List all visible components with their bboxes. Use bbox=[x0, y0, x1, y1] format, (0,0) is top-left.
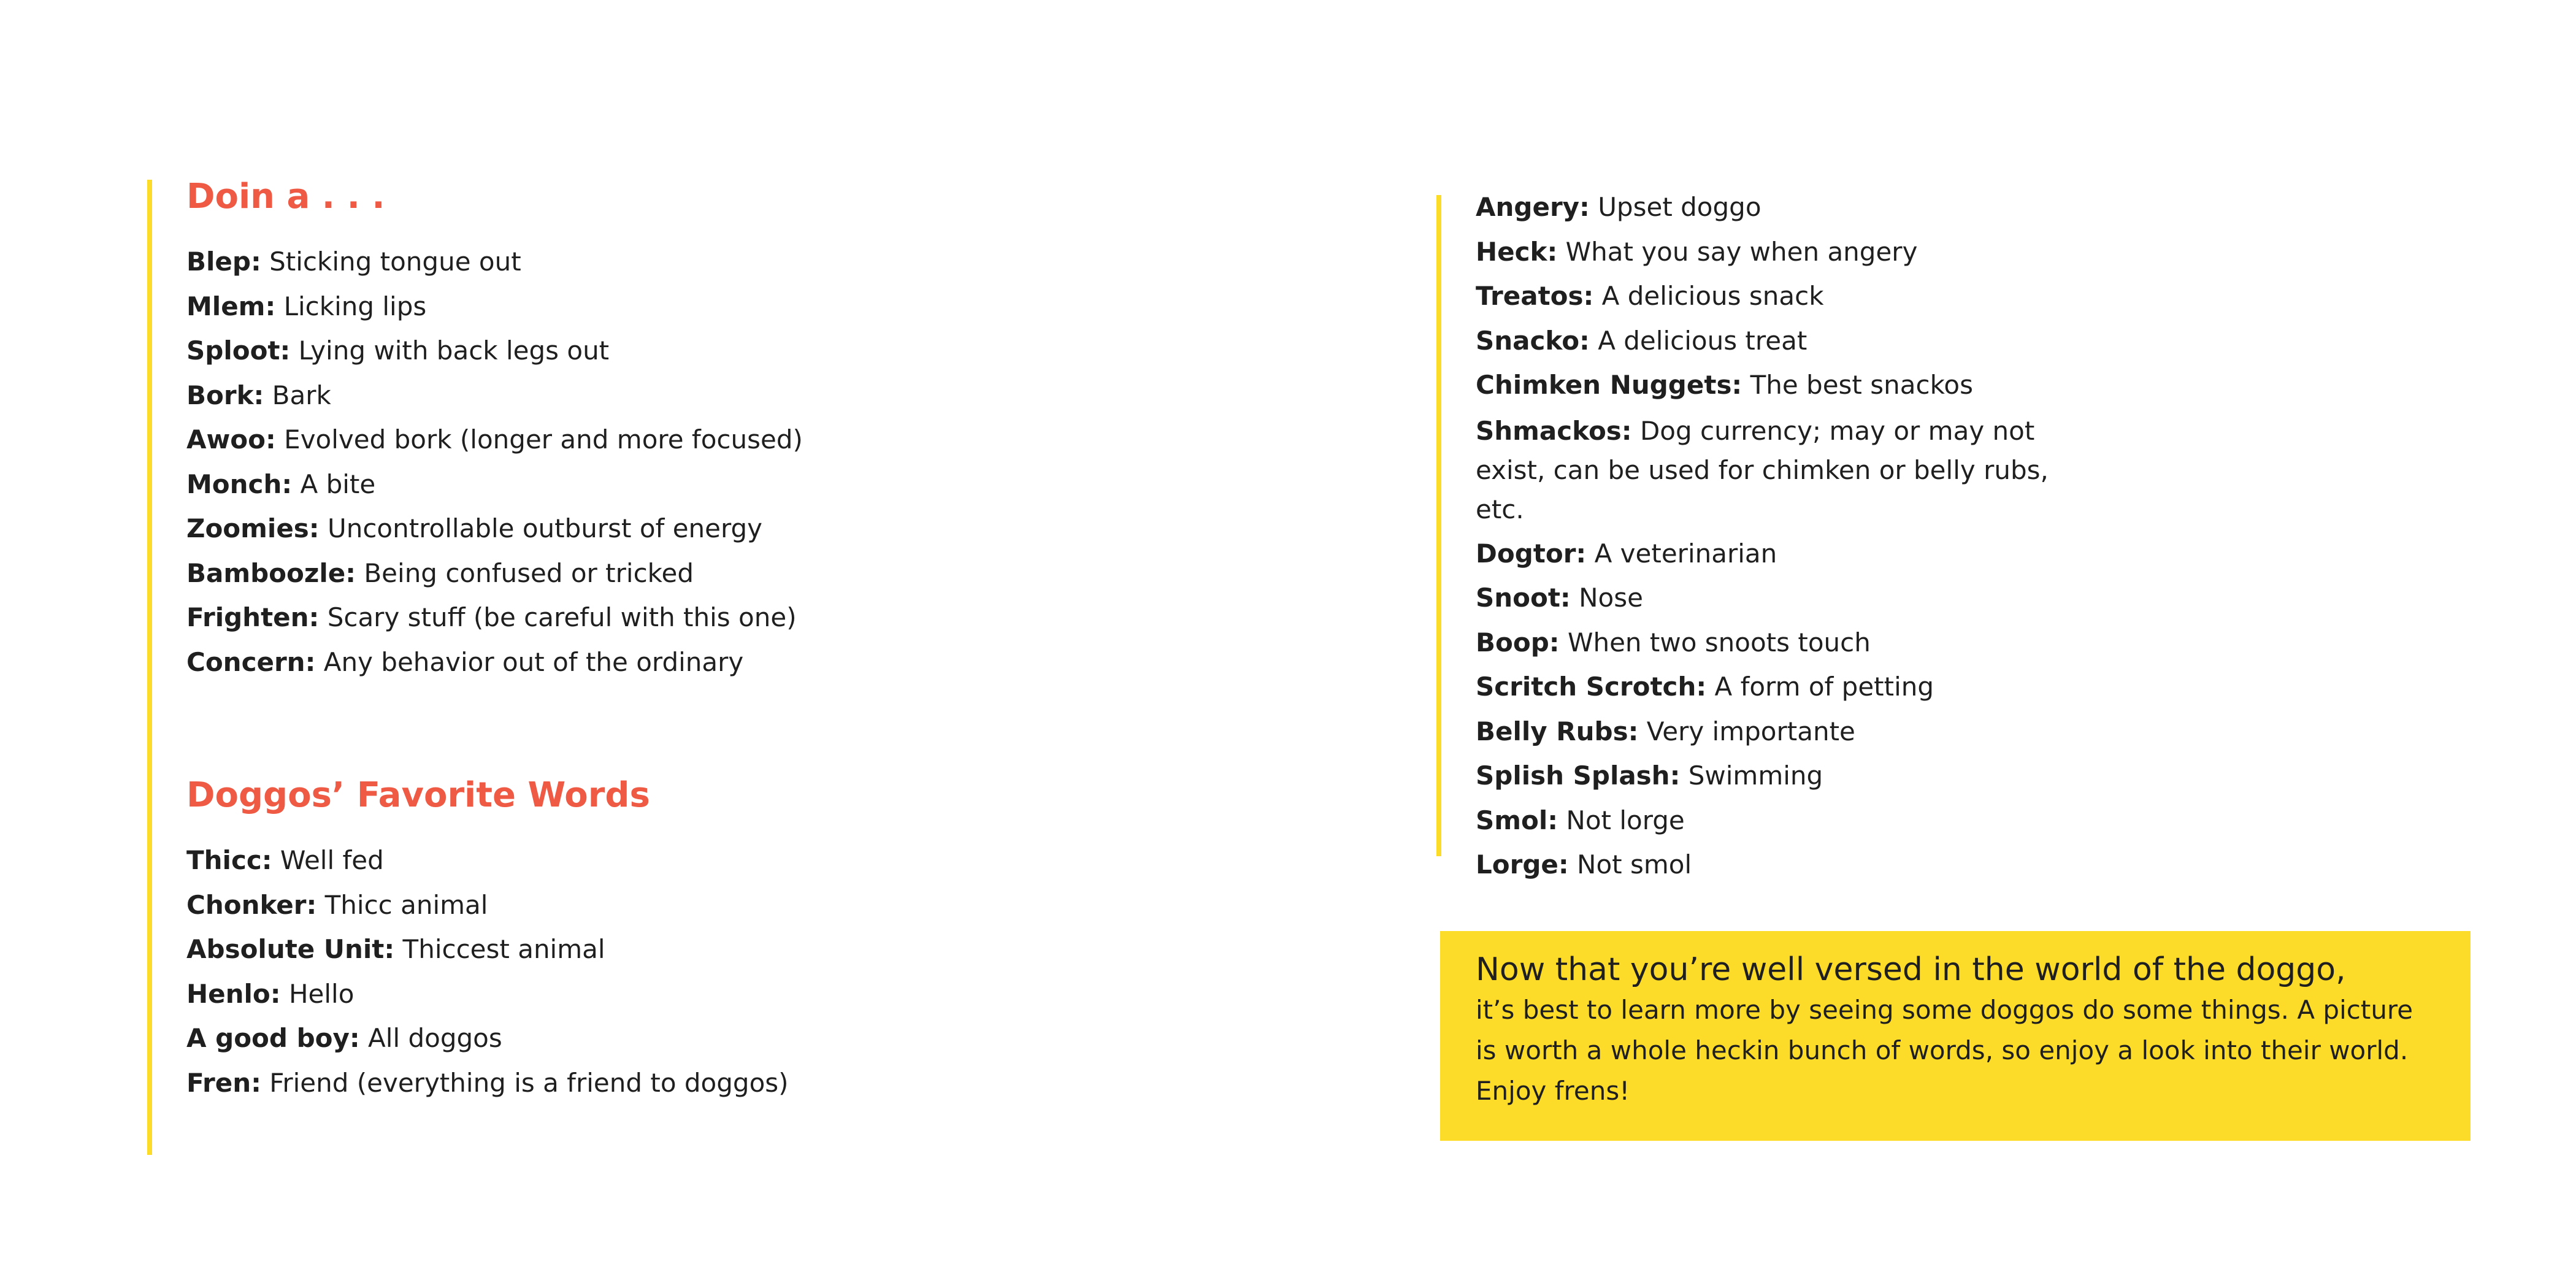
glossary-entry bbox=[186, 374, 803, 418]
glossary-definition: Swimming bbox=[1680, 761, 1823, 791]
glossary-definition: Upset doggo bbox=[1589, 192, 1761, 222]
glossary-term: Smol: bbox=[1476, 805, 1558, 835]
favorite-words-title: Doggos’ Favorite Words bbox=[186, 775, 650, 815]
glossary-entry bbox=[186, 596, 803, 640]
glossary-term: Treatos: bbox=[1476, 281, 1594, 311]
glossary-entry bbox=[186, 507, 803, 551]
glossary-term: Splish Splash: bbox=[1476, 761, 1681, 791]
glossary-term: Chonker: bbox=[186, 889, 317, 920]
glossary-definition: Uncontrollable outburst of energy bbox=[319, 513, 763, 543]
favorite-words-list bbox=[186, 838, 789, 1105]
right-glossary-list bbox=[1476, 185, 2089, 887]
glossary-entry bbox=[186, 285, 803, 329]
glossary-term: Bork: bbox=[186, 380, 264, 410]
glossary-entry bbox=[1476, 319, 2089, 364]
glossary-term: Mlem: bbox=[186, 291, 276, 321]
glossary-definition: Lying with back legs out bbox=[290, 335, 610, 366]
glossary-term: Snacko: bbox=[1476, 325, 1590, 356]
glossary-entry bbox=[186, 1016, 789, 1061]
glossary-definition: Not lorge bbox=[1558, 805, 1685, 835]
glossary-entry bbox=[1476, 576, 2089, 621]
glossary-term: Frighten: bbox=[186, 602, 320, 632]
glossary-entry bbox=[186, 240, 803, 285]
glossary-entry bbox=[1476, 799, 2089, 843]
glossary-entry bbox=[1476, 532, 2089, 577]
glossary-entry bbox=[1476, 710, 2089, 754]
glossary-definition: A form of petting bbox=[1706, 672, 1934, 702]
glossary-term: Boop: bbox=[1476, 627, 1560, 657]
glossary-definition: Scary stuff (be careful with this one) bbox=[319, 602, 797, 632]
doin-title: Doin a . . . bbox=[186, 177, 385, 217]
glossary-definition: What you say when angery bbox=[1557, 236, 1918, 267]
glossary-entry bbox=[186, 551, 803, 596]
glossary-entry bbox=[186, 418, 803, 462]
glossary-definition: Thiccest animal bbox=[394, 934, 605, 964]
glossary-entry bbox=[186, 329, 803, 374]
glossary-term: Belly Rubs: bbox=[1476, 716, 1639, 746]
glossary-definition: Evolved bork (longer and more focused) bbox=[275, 424, 803, 454]
callout-body-text: it’s best to learn more by seeing some doggos do some things. A picture is worth a whole heckin bunch of words, so enjoy a look into their world. Enjoy frens! bbox=[1476, 995, 2413, 1106]
callout-lead-text: Now that you’re well versed in the world of the doggo, bbox=[1476, 951, 2346, 988]
doin-list bbox=[186, 240, 803, 684]
glossary-entry bbox=[186, 462, 803, 507]
glossary-term: Scritch Scrotch: bbox=[1476, 672, 1707, 702]
glossary-definition: A delicious treat bbox=[1589, 325, 1807, 356]
right-glossary-section bbox=[1476, 185, 2089, 887]
glossary-term: Monch: bbox=[186, 469, 293, 499]
glossary-term: Awoo: bbox=[186, 424, 276, 454]
glossary-entry bbox=[1476, 665, 2089, 710]
glossary-definition: The best snackos bbox=[1742, 370, 1973, 400]
glossary-term: Heck: bbox=[1476, 236, 1558, 267]
glossary-term: A good boy: bbox=[186, 1023, 360, 1053]
glossary-entry bbox=[1476, 230, 2089, 275]
right-accent-rule bbox=[1436, 195, 1441, 856]
favorite-words-section bbox=[186, 771, 789, 1105]
glossary-term: Blep: bbox=[186, 247, 261, 277]
glossary-definition: Very importante bbox=[1638, 716, 1855, 746]
glossary-definition: Sticking tongue out bbox=[261, 247, 521, 277]
doin-section bbox=[186, 172, 803, 684]
left-accent-rule bbox=[147, 180, 152, 1155]
glossary-definition: Well fed bbox=[272, 845, 384, 875]
glossary-definition: Being confused or tricked bbox=[356, 558, 694, 588]
glossary-entry bbox=[1476, 843, 2089, 887]
glossary-entry bbox=[1476, 754, 2089, 799]
glossary-term: Henlo: bbox=[186, 978, 281, 1009]
glossary-definition: Friend (everything is a friend to doggos) bbox=[261, 1067, 789, 1098]
glossary-entry bbox=[1476, 363, 2089, 408]
glossary-term: Shmackos: bbox=[1476, 415, 1632, 446]
glossary-entry bbox=[186, 927, 789, 972]
glossary-definition: A delicious snack bbox=[1593, 281, 1824, 311]
glossary-definition: Bark bbox=[264, 380, 331, 410]
glossary-definition: All doggos bbox=[359, 1023, 502, 1053]
glossary-definition: Thicc animal bbox=[316, 889, 488, 920]
glossary-term: Snoot: bbox=[1476, 583, 1571, 613]
glossary-definition: Not smol bbox=[1568, 849, 1692, 880]
glossary-entry bbox=[1476, 185, 2089, 230]
glossary-term: Thicc: bbox=[186, 845, 272, 875]
glossary-definition: When two snoots touch bbox=[1559, 627, 1871, 657]
glossary-entry bbox=[1476, 274, 2089, 319]
glossary-definition: Dog currency; may or may not exist, can be used for chimken or belly rubs, etc. bbox=[1476, 415, 2049, 524]
glossary-term: Zoomies: bbox=[186, 513, 320, 543]
glossary-definition: A bite bbox=[292, 469, 376, 499]
glossary-term: Concern: bbox=[186, 646, 316, 677]
glossary-term: Bamboozle: bbox=[186, 558, 356, 588]
glossary-definition: Nose bbox=[1570, 583, 1643, 613]
glossary-term: Angery: bbox=[1476, 192, 1590, 222]
glossary-term: Lorge: bbox=[1476, 849, 1569, 880]
glossary-entry bbox=[1476, 408, 2089, 532]
glossary-definition: Licking lips bbox=[275, 291, 427, 321]
glossary-term: Chimken Nuggets: bbox=[1476, 370, 1742, 400]
glossary-term: Absolute Unit: bbox=[186, 934, 395, 964]
glossary-definition: Any behavior out of the ordinary bbox=[315, 646, 744, 677]
glossary-term: Dogtor: bbox=[1476, 538, 1587, 569]
glossary-term: Fren: bbox=[186, 1067, 261, 1098]
glossary-entry bbox=[186, 1061, 789, 1106]
glossary-entry bbox=[1476, 621, 2089, 665]
glossary-term: Sploot: bbox=[186, 335, 291, 366]
callout-box bbox=[1440, 931, 2471, 1141]
glossary-entry bbox=[186, 883, 789, 928]
glossary-entry bbox=[186, 640, 803, 685]
glossary-definition: Hello bbox=[280, 978, 355, 1009]
glossary-entry bbox=[186, 838, 789, 883]
glossary-definition: A veterinarian bbox=[1586, 538, 1777, 569]
glossary-entry bbox=[186, 972, 789, 1017]
